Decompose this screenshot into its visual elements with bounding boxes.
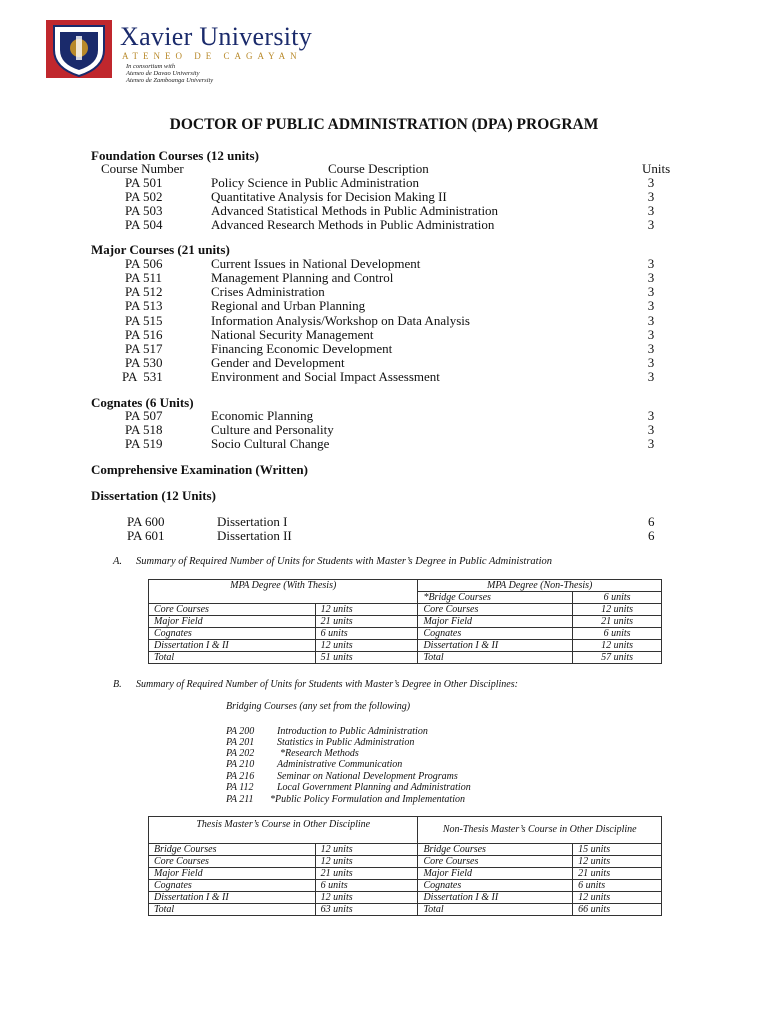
course-description: Environment and Social Impact Assessment — [211, 369, 440, 384]
course-number: PA 506 — [125, 256, 163, 271]
course-number: PA 518 — [125, 422, 163, 437]
course-description: Economic Planning — [211, 408, 314, 423]
table-cell: Cognates — [149, 880, 316, 892]
table-cell: Cognates — [149, 628, 316, 640]
course-number: PA 507 — [125, 408, 163, 423]
table-cell: 12 units — [315, 856, 418, 868]
course-units: 3 — [647, 341, 655, 356]
bridging-number: PA 200 — [226, 726, 255, 737]
table-row — [149, 892, 662, 904]
table-row — [149, 817, 662, 844]
course-number: PA 515 — [125, 313, 163, 328]
table-cell: 12 units — [573, 892, 662, 904]
table-cell: 66 units — [573, 904, 662, 916]
table-cell: Major Field — [149, 868, 316, 880]
table-row — [149, 580, 662, 592]
table-cell: 12 units — [573, 640, 662, 652]
table-cell: 6 units — [573, 880, 662, 892]
course-units: 3 — [647, 422, 655, 437]
course-units: 3 — [647, 256, 655, 271]
table-row — [149, 604, 662, 616]
table-cell: 12 units — [573, 856, 662, 868]
course-units: 3 — [647, 327, 655, 342]
course-units: 6 — [648, 528, 655, 543]
cognates-heading: Cognates (6 Units) — [91, 395, 194, 410]
foundation-heading: Foundation Courses (12 units) — [91, 148, 259, 163]
table-cell: 6 units — [573, 628, 662, 640]
table-row — [149, 616, 662, 628]
consortium-line: Ateneo de Davao University — [126, 70, 200, 77]
course-units: 3 — [647, 408, 655, 423]
table-cell: Total — [418, 652, 573, 664]
course-number: PA 519 — [125, 436, 163, 451]
table-cell: 6 units — [315, 628, 418, 640]
course-description: Culture and Personality — [211, 422, 334, 437]
table-cell: Total — [418, 904, 573, 916]
course-description: Regional and Urban Planning — [211, 298, 366, 313]
table-cell: Cognates — [418, 880, 573, 892]
course-description: Advanced Research Methods in Public Administration — [211, 217, 495, 232]
course-description: Quantitative Analysis for Decision Making II — [211, 189, 447, 204]
table-cell: Bridge Courses — [149, 844, 316, 856]
course-number: PA 503 — [125, 203, 163, 218]
bridging-number: PA 201 — [226, 737, 255, 748]
bridging-description: Local Government Planning and Administration — [277, 782, 471, 793]
table-cell: Dissertation I & II — [149, 640, 316, 652]
course-description: Gender and Development — [211, 355, 345, 370]
table-cell: 12 units — [315, 640, 418, 652]
table-header: Non-Thesis Master’s Course in Other Discipline — [418, 817, 662, 844]
table-row — [149, 652, 662, 664]
table-header: MPA Degree (With Thesis) — [149, 580, 418, 604]
table-cell: 63 units — [315, 904, 418, 916]
university-subtitle: ATENEO DE CAGAYAN — [122, 51, 302, 61]
course-description: Advanced Statistical Methods in Public Administration — [211, 203, 499, 218]
summary-a-table — [148, 579, 662, 664]
bridging-description: Seminar on National Development Programs — [277, 771, 458, 782]
bridging-heading: Bridging Courses (any set from the following) — [226, 701, 411, 712]
course-units: 3 — [647, 217, 655, 232]
table-cell: Major Field — [418, 868, 573, 880]
university-name: Xavier University — [120, 22, 313, 51]
university-logo — [46, 20, 336, 82]
table-row — [149, 856, 662, 868]
col-course-description: Course Description — [328, 161, 429, 176]
course-number: PA 600 — [127, 514, 165, 529]
consortium-line: Ateneo de Zamboanga University — [126, 77, 214, 84]
course-number: PA 501 — [125, 175, 163, 190]
course-description: Management Planning and Control — [211, 270, 394, 285]
course-number: PA 504 — [125, 217, 163, 232]
course-number: PA 601 — [127, 528, 165, 543]
table-cell: Dissertation I & II — [418, 892, 573, 904]
table-row — [149, 844, 662, 856]
summary-b-table — [148, 816, 662, 916]
course-units: 3 — [647, 284, 655, 299]
summary-a-label: A. — [113, 556, 123, 567]
bridging-description: *Research Methods — [280, 748, 359, 759]
course-description: Socio Cultural Change — [211, 436, 330, 451]
course-description: Current Issues in National Development — [211, 256, 421, 271]
course-units: 3 — [647, 436, 655, 451]
table-cell: 51 units — [315, 652, 418, 664]
course-number: PA 511 — [125, 270, 162, 285]
page-title: DOCTOR OF PUBLIC ADMINISTRATION (DPA) PROGRAM — [169, 116, 599, 133]
course-units: 3 — [647, 189, 655, 204]
course-description: National Security Management — [211, 327, 374, 342]
table-cell: Total — [149, 904, 316, 916]
course-description: Policy Science in Public Administration — [211, 175, 419, 190]
dissertation-heading: Dissertation (12 Units) — [91, 488, 216, 503]
course-description: Information Analysis/Workshop on Data Analysis — [211, 313, 470, 328]
table-cell: *Bridge Courses — [418, 592, 573, 604]
table-row — [149, 628, 662, 640]
course-units: 3 — [647, 369, 655, 384]
course-units: 3 — [647, 355, 655, 370]
summary-b-text: Summary of Required Number of Units for Students with Master’s Degree in Other Disciplines: — [136, 679, 518, 690]
table-cell: Core Courses — [149, 856, 316, 868]
table-row — [149, 640, 662, 652]
course-number: PA 517 — [125, 341, 163, 356]
university-seal-icon — [46, 20, 112, 78]
course-description: Crises Administration — [211, 284, 325, 299]
course-number: PA 512 — [125, 284, 163, 299]
table-row — [149, 868, 662, 880]
bridging-description: Introduction to Public Administration — [277, 726, 428, 737]
col-course-number: Course Number — [101, 161, 184, 176]
table-cell: 12 units — [573, 604, 662, 616]
table-cell: Cognates — [418, 628, 573, 640]
course-description: Financing Economic Development — [211, 341, 393, 356]
table-cell: Total — [149, 652, 316, 664]
bridging-description: *Public Policy Formulation and Implementation — [270, 794, 465, 805]
table-row — [149, 904, 662, 916]
table-header: Thesis Master’s Course in Other Discipline — [149, 817, 418, 844]
table-row — [149, 880, 662, 892]
course-number: PA 530 — [125, 355, 163, 370]
table-cell: 21 units — [573, 868, 662, 880]
table-cell: 6 units — [315, 880, 418, 892]
table-cell: Core Courses — [418, 604, 573, 616]
table-cell: 15 units — [573, 844, 662, 856]
summary-a-text: Summary of Required Number of Units for Students with Master’s Degree in Public Administration — [136, 556, 552, 567]
col-units: Units — [642, 161, 671, 176]
table-cell: Core Courses — [149, 604, 316, 616]
bridging-number: PA 211 — [226, 794, 254, 805]
bridging-number: PA 216 — [226, 771, 255, 782]
table-cell: Major Field — [149, 616, 316, 628]
bridging-number: PA 210 — [226, 759, 255, 770]
bridging-description: Administrative Communication — [277, 759, 403, 770]
course-units: 3 — [647, 313, 655, 328]
course-units: 6 — [648, 514, 655, 529]
table-cell: 21 units — [315, 868, 418, 880]
course-units: 3 — [647, 298, 655, 313]
table-cell: 57 units — [573, 652, 662, 664]
course-number: PA 513 — [125, 298, 163, 313]
table-cell: Major Field — [418, 616, 573, 628]
bridging-number: PA 202 — [226, 748, 255, 759]
consortium-line: In consortium with — [126, 63, 176, 70]
course-units: 3 — [647, 175, 655, 190]
table-cell: Bridge Courses — [418, 844, 573, 856]
comprehensive-heading: Comprehensive Examination (Written) — [91, 462, 308, 477]
course-number: PA 531 — [122, 369, 163, 384]
course-description: Dissertation I — [217, 514, 288, 529]
bridging-description: Statistics in Public Administration — [277, 737, 415, 748]
summary-b-label: B. — [113, 679, 122, 690]
course-number: PA 502 — [125, 189, 163, 204]
bridging-number: PA 112 — [226, 782, 254, 793]
table-cell: Dissertation I & II — [418, 640, 573, 652]
course-description: Dissertation II — [217, 528, 292, 543]
course-number: PA 516 — [125, 327, 163, 342]
major-heading: Major Courses (21 units) — [91, 242, 230, 257]
table-cell: 21 units — [573, 616, 662, 628]
table-cell: 21 units — [315, 616, 418, 628]
table-cell: 12 units — [315, 892, 418, 904]
course-units: 3 — [647, 270, 655, 285]
table-cell: 12 units — [315, 844, 418, 856]
table-cell: 12 units — [315, 604, 418, 616]
table-cell: Dissertation I & II — [149, 892, 316, 904]
table-cell: Core Courses — [418, 856, 573, 868]
table-cell: 6 units — [573, 592, 662, 604]
course-units: 3 — [647, 203, 655, 218]
table-header: MPA Degree (Non-Thesis) — [418, 580, 662, 592]
